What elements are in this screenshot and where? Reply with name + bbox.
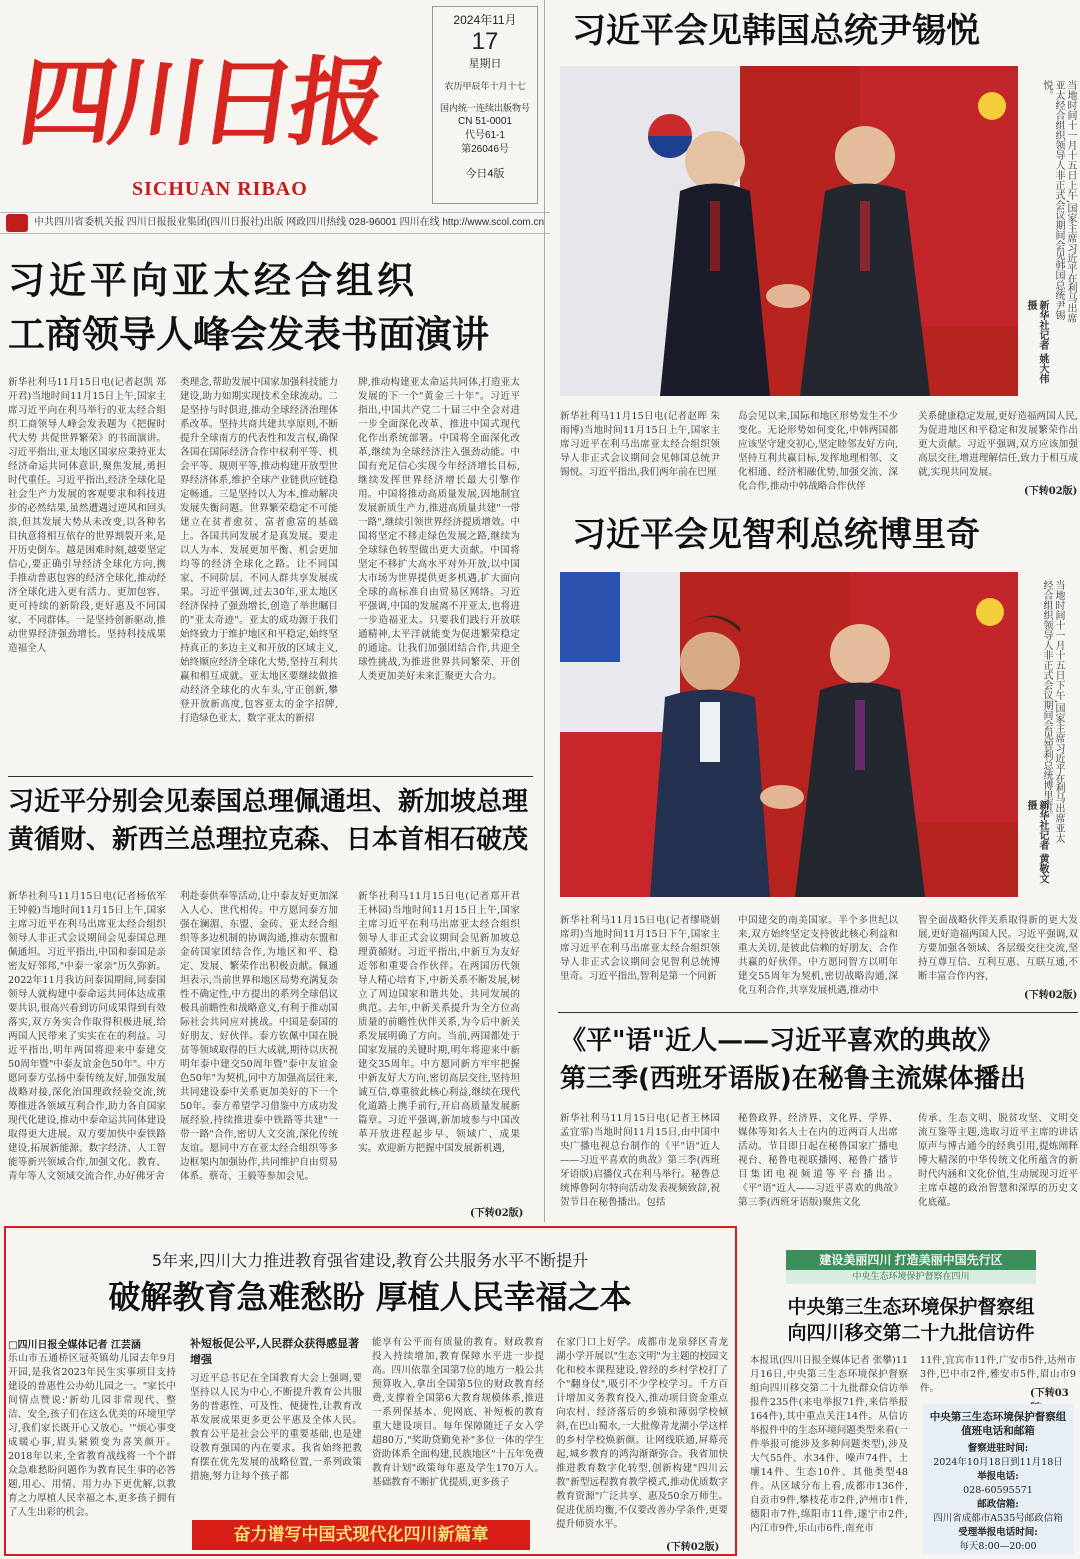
feature-headline: 破解教育急难愁盼 厚植人民幸福之本 bbox=[108, 1278, 632, 1316]
eco-column-1: 本报讯(四川日报全媒体记者 张攀)11月16日,中央第三生态环境保护督察组向四川移交第二十九批群众信访举报件235件(来电举报71件,来信举报164件),其中重点关注14件。从信访举报件中的生态环境问题类型来看(一件举报可能涉及多种问题类型),涉及大气55件、水34件、噪声74件、土壤14件、生态10件、其他类型48件。从区域分布上看,成都市136件,自贡市9件,攀枝花市2件,泸州市1件,德阳市7件,绵阳市11件,遂宁市2件,内江市9件,乐山市6件,南充市 bbox=[750, 1355, 908, 1534]
article3-column-1: 新华社利马11月15日电(记者赵晖 朱雨博)当地时间11月15日上午,国家主席习近平在利马出席亚太经合组织领导人非正式会议期间会见韩国总统尹锡悦。习近平指出,我们两年前在巴厘 bbox=[560, 411, 720, 478]
photo-xi-yoon bbox=[560, 66, 1018, 396]
eco-column-2: 11件,宜宾市11件,广安市5件,达州市3件,巴中市2件,雅安市5件,眉山市9件。 bbox=[920, 1355, 1076, 1394]
feature-continue: (下转02版) bbox=[666, 1542, 720, 1553]
cn-number: CN 51-0001 bbox=[458, 116, 512, 127]
issue-number: 第26046号 bbox=[461, 144, 509, 155]
feature-column-1: 乐山市五通桥区冠英镇幼儿园去年9月开园,是我省2023年民生实事项目支持建设的普惠性公办幼儿园之一。"家长中间情点赞说:'新幼儿园非常现代、整洁、安全,孩子们在这么优美的环境里学习,我们家长既开心又放心。'"烦心事变成暖心事,眉头紧锁变为喜笑颜开。2018年以来,全省教育战线将一个个群众急难愁盼问题作为教育民生事的必答题,用心、用情、用力办下更优解,以教育之力厚植人民幸福之本,更多孩子拥有了人生出彩的机会。 bbox=[8, 1353, 176, 1518]
article4-photo-caption: 当地时间十一月十五日下午,国家主席习近平在利马出席亚太经合组织领导人非正式会议期间会见智利总统博里奇。 bbox=[1041, 580, 1064, 844]
article3-column-3: 关系健康稳定发展,更好造福两国人民,为促进地区和平稳定和发展繁荣作出更大贡献。习近平强调,双方应该加强高层交往,增进理解信任,致力于相互成就,实现共同发展。 bbox=[918, 411, 1078, 478]
article2-column-1: 新华社利马11月15日电(记者杨依军 王钟毅)当地时间11月15日上午,国家主席习近平在利马出席亚太经合组织领导人非正式会议期间会见泰国总理佩通坦。习近平指出,中国和泰国是亲密友好邻邦,"中泰一家亲"历久弥新。2022年11月我访问泰国期间,同泰国领导人就构建中泰命运共同体达成重要共识,很高兴看到访问成果得到有效落实,双方务实合作取得积极进展,给两国人民带来了实实在在的利益。习近平指出,明年两国将迎来中泰建交50周年暨"中泰友谊金色50年"。中方愿同泰方弘扬中泰传统友好,加强发展战略对接,深化治国理政经验交流,统筹推进各领域互利合作,助力各自国家现代化建设,推动中泰命运共同体建设取得更大进展。双方要加快中泰铁路建设,拓展新能源、数字经济、人工智能等新兴领域合作,加强文化、教育、青年等人文领域交流合作,办好佛牙舍 bbox=[8, 891, 166, 1182]
eco-box-hours-label: 受理举报电话时间: bbox=[958, 1527, 1038, 1538]
eco-box-phone: 028-60595571 bbox=[963, 1485, 1033, 1496]
article3-photo-credit: 新华社记者 姚大伟 摄 bbox=[1025, 300, 1048, 384]
article5-headline-line1: 《平"语"近人——习近平喜欢的典故》 bbox=[560, 1026, 1004, 1056]
divider bbox=[8, 776, 533, 777]
photo-xi-boric bbox=[560, 572, 1018, 897]
article2-continue: (下转02版) bbox=[470, 1208, 524, 1219]
article5-column-1: 新华社利马11月15日电(记者王林园 孟宜霏)当地时间11月15日,由中国中央广播电视总台制作的《平"语"近人——习近平喜欢的典故》第三季(西班牙语版)启播仪式在利马举行。秘鲁总统博鲁阿尔特向活动发表视频致辞,祝贺节目在秘鲁播出。包括 bbox=[560, 1113, 720, 1208]
eco-banner: 建设美丽四川 打造美丽中国先行区 bbox=[786, 1250, 1036, 1270]
eco-headline-line1: 中央第三生态环境保护督察组 bbox=[787, 1296, 1035, 1318]
cn-number-label: 国内统一连续出版物号 bbox=[439, 103, 530, 113]
feature-kicker: 5年来,四川大力推进教育强省建设,教育公共服务水平不断提升 bbox=[151, 1251, 589, 1270]
article1-column-1: 新华社利马11月15日电(记者赵凯 郑开君)当地时间11月15日上午,国家主席习近平向在利马举行的亚太经合组织工商领导人峰会发表题为《把握时代大势 共促世界繁荣》的书面演讲。习近平指出,亚太地区国家应秉持亚太经济命运共同体意识,聚焦发展,勇担时代重任。习近平指出,经济全球化是社会生产力发展的客观要求和科技进步的必然结果,虽然遭遇过逆风和回头浪,但其发展大势从未改变,以各种名目执意将相互依存的世界割裂开来,是开历史倒车。越是困难时刻,越要坚定信心,要正确引导经济全球化方向,携手推动普惠包容的经济全球化,推动经济全球化进入更有活力、更加包容、更可持续的新阶段,更好惠及不同国家、不同群体。一是坚持创新驱动,推动世界经济强劲增长。坚持科技成果造福全人 bbox=[8, 377, 166, 654]
feature-column-2: 习近平总书记在全国教育大会上强调,要坚持以人民为中心,不断提升教育公共服务的普惠性、可及性、便捷性,让教育改革发展成果更多更公平惠及全体人民。教育公平是社会公平的重要基础,也是建设教育强国的内在要求。我省始终把教育摆在优先发展的战略位置,一系列政策措施,努力让每个孩子都 bbox=[190, 1373, 362, 1482]
article1-headline-line1: 习近平向亚太经合组织 bbox=[8, 259, 418, 302]
eco-box-hours: 每天8:00—20:00 bbox=[959, 1541, 1037, 1552]
article4-headline: 习近平会见智利总统博里奇 bbox=[572, 515, 980, 555]
date-month: 2024年11月 bbox=[453, 13, 517, 27]
feature-column-4: 在家门口上好学。成都市龙泉驿区青龙湖小学开展以"生态文明"为主题的校园文化和校本课程建设,曾经的乡村学校打了个"翻身仗",吸引不少学校学习。千方百计增加义务教育投入,推动项目资金重点向农村、经济落后的乡镇和薄弱学校倾斜,在巴山蜀水,一大批像青龙湖小学这样的乡村学校焕新颜。让网线联通,屏幕亮起,城乡教育的鸿沟渐渐弥合。我省加快推进教育数字化转型,创新构建"四川云教"新型远程教育教学模式,推动优质数字教育资源"广泛共享、惠及50余万师生。促进优质均衡,不仅要改善办学条件,更要提升师资水平。 bbox=[556, 1337, 728, 1530]
page-count: 今日4版 bbox=[465, 168, 505, 180]
article2-column-3: 新华社利马11月15日电(记者郑开君 王林园)当地时间11月15日上午,国家主席习近平在利马出席亚太经合组织领导人非正式会议期间会见新加坡总理黄循财。习近平指出,中新互为友好近邻和重要合作伙伴。在两国历代领导人精心培育下,中新关系不断发展,树立了周边国家和谐共处、共同发展的典范。去年,中新关系提升为全方位高质量的前瞻性伙伴关系,为今后中新关系发展明确了方向。当前,两国都处于国家发展的关键时期,明年将迎来中新建交35周年。中方愿同新方牢牢把握中新友好大方向,密切高层交往,坚持坦诚互信,尊重彼此核心利益,继续在现代化道路上携手前行,开启高质量发展新篇章。习近平强调,新加坡参与中国改革开放进程起步早、领域广、成果实。欢迎新方把握中国发展新机遇, bbox=[358, 891, 520, 1154]
article5-column-2: 秘鲁政界、经济界、文化界、学界、媒体等知名人士在内的近两百人出席活动。节目即日起在秘鲁国家广播电视台、秘鲁电视联播网、秘鲁广播节目集团电视频道等平台播出。《平"语"近人——习近平喜欢的典故》第三季(西班牙语版)聚焦文化 bbox=[738, 1113, 898, 1208]
post-code: 代号61-1 bbox=[464, 130, 505, 141]
divider bbox=[558, 1012, 1078, 1013]
feature-byline: □四川日报全媒体记者 江芸涵 bbox=[8, 1340, 141, 1351]
feature-subhead: 补短板促公平,人民群众获得感显著增强 bbox=[190, 1337, 360, 1366]
eco-box-title-2: 值班电话和邮箱 bbox=[961, 1425, 1035, 1437]
article3-photo-caption: 当地时间十一月十五日上午,国家主席习近平在利马出席亚太经合组织领导人非正式会议期间会见韩国总统尹锡悦。 bbox=[1041, 80, 1076, 324]
masthead-title: 四川日报 bbox=[12, 46, 389, 159]
eco-banner-sub: 中央生态环境保护督察在四川 bbox=[786, 1270, 1036, 1284]
article4-continue: (下转02版) bbox=[1024, 990, 1078, 1001]
slogan-banner: 奋力谱写中国式现代化四川新篇章 bbox=[192, 1520, 530, 1550]
article4-photo-credit: 新华社记者 黄敬文 摄 bbox=[1025, 800, 1048, 884]
eco-box-period-label: 督察进驻时间: bbox=[967, 1443, 1029, 1454]
eco-box-title-1: 中央第三生态环境保护督察组 bbox=[929, 1411, 1067, 1423]
article2-column-2: 利赴泰供奉等活动,让中泰友好更加深入人心、世代相传。中方愿同泰方加强在澜湄、东盟、金砖、亚太经合组织等多边机制的协调沟通,推动东盟和金砖国家团结合作,为地区和平、稳定、发展、繁荣作出积极贡献。佩通坦表示,当前世界和地区局势充满复杂性不确定性,中方提出的系列全球倡议极具前瞻性和战略意义,有利于推动国际社会共同应对挑战。中国是泰国的好朋友、好伙伴。泰方钦佩中国在脱贫等领域取得的巨大成就,期待以庆祝明年泰中建交50周年暨"泰中友谊金色50年"为契机,同中方加强高层往来,共同建设泰中关系更加美好的下一个50年。泰方希望学习借鉴中方成功发展经验,持续推进泰中铁路等共建"一带一路"合作,密切人文交流,深化传统友谊。愿同中方在亚太经合组织等多边框架内加强协作,共同维护自由贸易体系。蔡奇、王毅等参加会见。 bbox=[180, 891, 338, 1182]
eco-box-phone-label: 举报电话: bbox=[977, 1471, 1019, 1482]
article2-headline-line2: 黄循财、新西兰总理拉克森、日本首相石破茂 bbox=[8, 825, 529, 855]
date-lunar: 农历甲辰年十月十七 bbox=[444, 81, 526, 91]
article5-headline-line2: 第三季(西班牙语版)在秘鲁主流媒体播出 bbox=[560, 1064, 1026, 1094]
article1-column-2: 类理念,帮助发展中国家加强科技能力建设,助力如期实现技术全球流动。二是坚持与时俱进,推动全球经济治理体系改革。坚持共商共建共享原则,不断提升全球南方的代表性和发言权,确保各国在国际经济合作中权利平等、机会平等、规则平等,推动构建开放型世界经济体系,维护全球产业链供应链稳定畅通。三是坚持以人为本,推动解决发展失衡问题。世界繁荣稳定不可能建立在贫者愈贫、富者愈富的基础上。各国共同发展才是真发展。要走以人为本、发展更加平衡、机会更加均等的经济全球化之路。让不同国家、不同阶层、不同人群共享发展成果。习近平强调,过去30年,亚太地区经济保持了强劲增长,创造了举世瞩目的"亚太奇迹"。亚太的成功源于我们始终致力于维护地区和平稳定,始终坚持真正的多边主义和开放的区域主义,始终顺应经济全球化大势,坚持互利共赢和相互成就。亚太地区要继续做推动经济全球化的火车头,守正创新,攀登开放新高度,包容亚太的金字招牌,打造绿色亚太、数字亚太的新招 bbox=[180, 377, 338, 724]
article4-column-3: 智全面战略伙伴关系取得新的更大发展,更好造福两国人民。习近平强调,双方要加强各领域、各层级交往交流,坚持互尊互信、互利互惠、互联互通,不断丰富合作内容, bbox=[918, 915, 1078, 982]
article1-headline-line2: 工商领导人峰会发表书面演讲 bbox=[8, 313, 489, 356]
eco-box-period: 2024年10月18日到11月18日 bbox=[933, 1457, 1063, 1468]
article3-continue: (下转02版) bbox=[1024, 486, 1078, 497]
article2-headline-line1: 习近平分别会见泰国总理佩通坦、新加坡总理 bbox=[8, 787, 529, 817]
eco-box-mail: 四川省成都市A535号邮政信箱 bbox=[933, 1513, 1063, 1524]
article1-column-3: 牌,推动构建亚太命运共同体,打造亚太发展的下一个"黄金三十年"。习近平指出,中国共产党二十届三中全会对进一步全面深化改革、推进中国式现代化作出系统部署。中国将全面深化改革,继续为全球经济注入强劲动能。中国有充足信心实现今年经济增长目标,继续发挥世界经济增长最大引擎作用。中国将推动高质量发展,因地制宜发展新质生产力,推进高质量共建"一带一路",继续引领世界经济提质增效。中国将坚定不移走绿色发展之路,继续为全球绿色转型做出更大贡献。中国将坚定不移扩大高水平对外开放,以中国大市场为世界提供更多机遇,扩大面向全球的高标准自由贸易区网络。习近平强调,中国的发展离不开亚太,也将进一步造福亚太。只要我们践行开放联通精神,太平洋就能变为促进繁荣稳定的通途。让我们加强团结合作,共迎全球性挑战,为推进世界共同繁荣、开创人类更加美好未来汇聚更大合力。 bbox=[358, 377, 520, 682]
article5-column-3: 传承、生态文明、脱贫攻坚、文明交流互鉴等主题,选取习近平主席的讲话原声与博古通今的经典引用,提炼阐释博大精深的中华传统文化所蕴含的新时代内涵和文化价值,生动展现习近平主席卓越的政治智慧和深厚的历史文化底蕴。 bbox=[918, 1113, 1078, 1208]
article3-column-2: 岛会见以来,国际和地区形势发生不少变化。无论形势如何变化,中韩两国都应该坚守建交初心,坚定睦邻友好方向,坚持互利共赢目标,发挥地理相邻、文化相通、经济相融优势,加强交流、深化合作,推动中韩战略合作伙伴 bbox=[738, 411, 898, 492]
date-box bbox=[432, 6, 538, 204]
feature-column-3: 能享有公平而有质量的教育。财政教育投入持续增加,教育保障水平进一步提高。四川依靠全国第7位的地方一般公共预算收入,拿出全国第5位的财政教育经费,支撑着全国第6大教育规模体系,推进一系列保基本、兜网底、补短板的教育重大建设项目。每年保障随迁子女入学超80万,"奖助贷勤免补"多位一体的学生资助体系全面构建,民族地区"十五年免费教育计划"政策每年惠及学生170万人。基础教育不断扩优提质,更多孩子 bbox=[372, 1337, 544, 1488]
date-weekday: 星期日 bbox=[468, 58, 502, 70]
article4-column-1: 新华社利马11月15日电(记者缪晓娟 席玥)当地时间11月15日下午,国家主席习近平在利马出席亚太经合组织领导人非正式会议期间会见智利总统博里奇。习近平指出,智利是第一个同新 bbox=[560, 915, 720, 982]
eco-info-box bbox=[922, 1404, 1074, 1554]
column-divider bbox=[544, 0, 545, 1222]
eco-box-mail-label: 邮政信箱: bbox=[977, 1499, 1019, 1510]
article4-column-2: 中国建交的南美国家。半个多世纪以来,双方始终坚定支持彼此核心利益和重大关切,是彼此信赖的好朋友、合作共赢的好伙伴。中方愿同智方以明年建交55周年为契机,密切战略沟通,深化互利合作,共享发展机遇,推动中 bbox=[738, 915, 898, 996]
date-day: 17 bbox=[471, 28, 499, 55]
article3-headline: 习近平会见韩国总统尹锡悦 bbox=[572, 11, 980, 51]
masthead-pinyin: SICHUAN RIBAO bbox=[132, 178, 308, 200]
top-info-bar: 中共四川省委机关报 四川日报报业集团(四川日报社)出版 网政四川热线 028-96001 四川在线 http://www.scol.com.cn bbox=[0, 212, 550, 234]
eco-headline-line2: 向四川移交第二十九批信访件 bbox=[787, 1322, 1035, 1344]
eco-continue: (下转03 bbox=[1030, 1388, 1069, 1399]
